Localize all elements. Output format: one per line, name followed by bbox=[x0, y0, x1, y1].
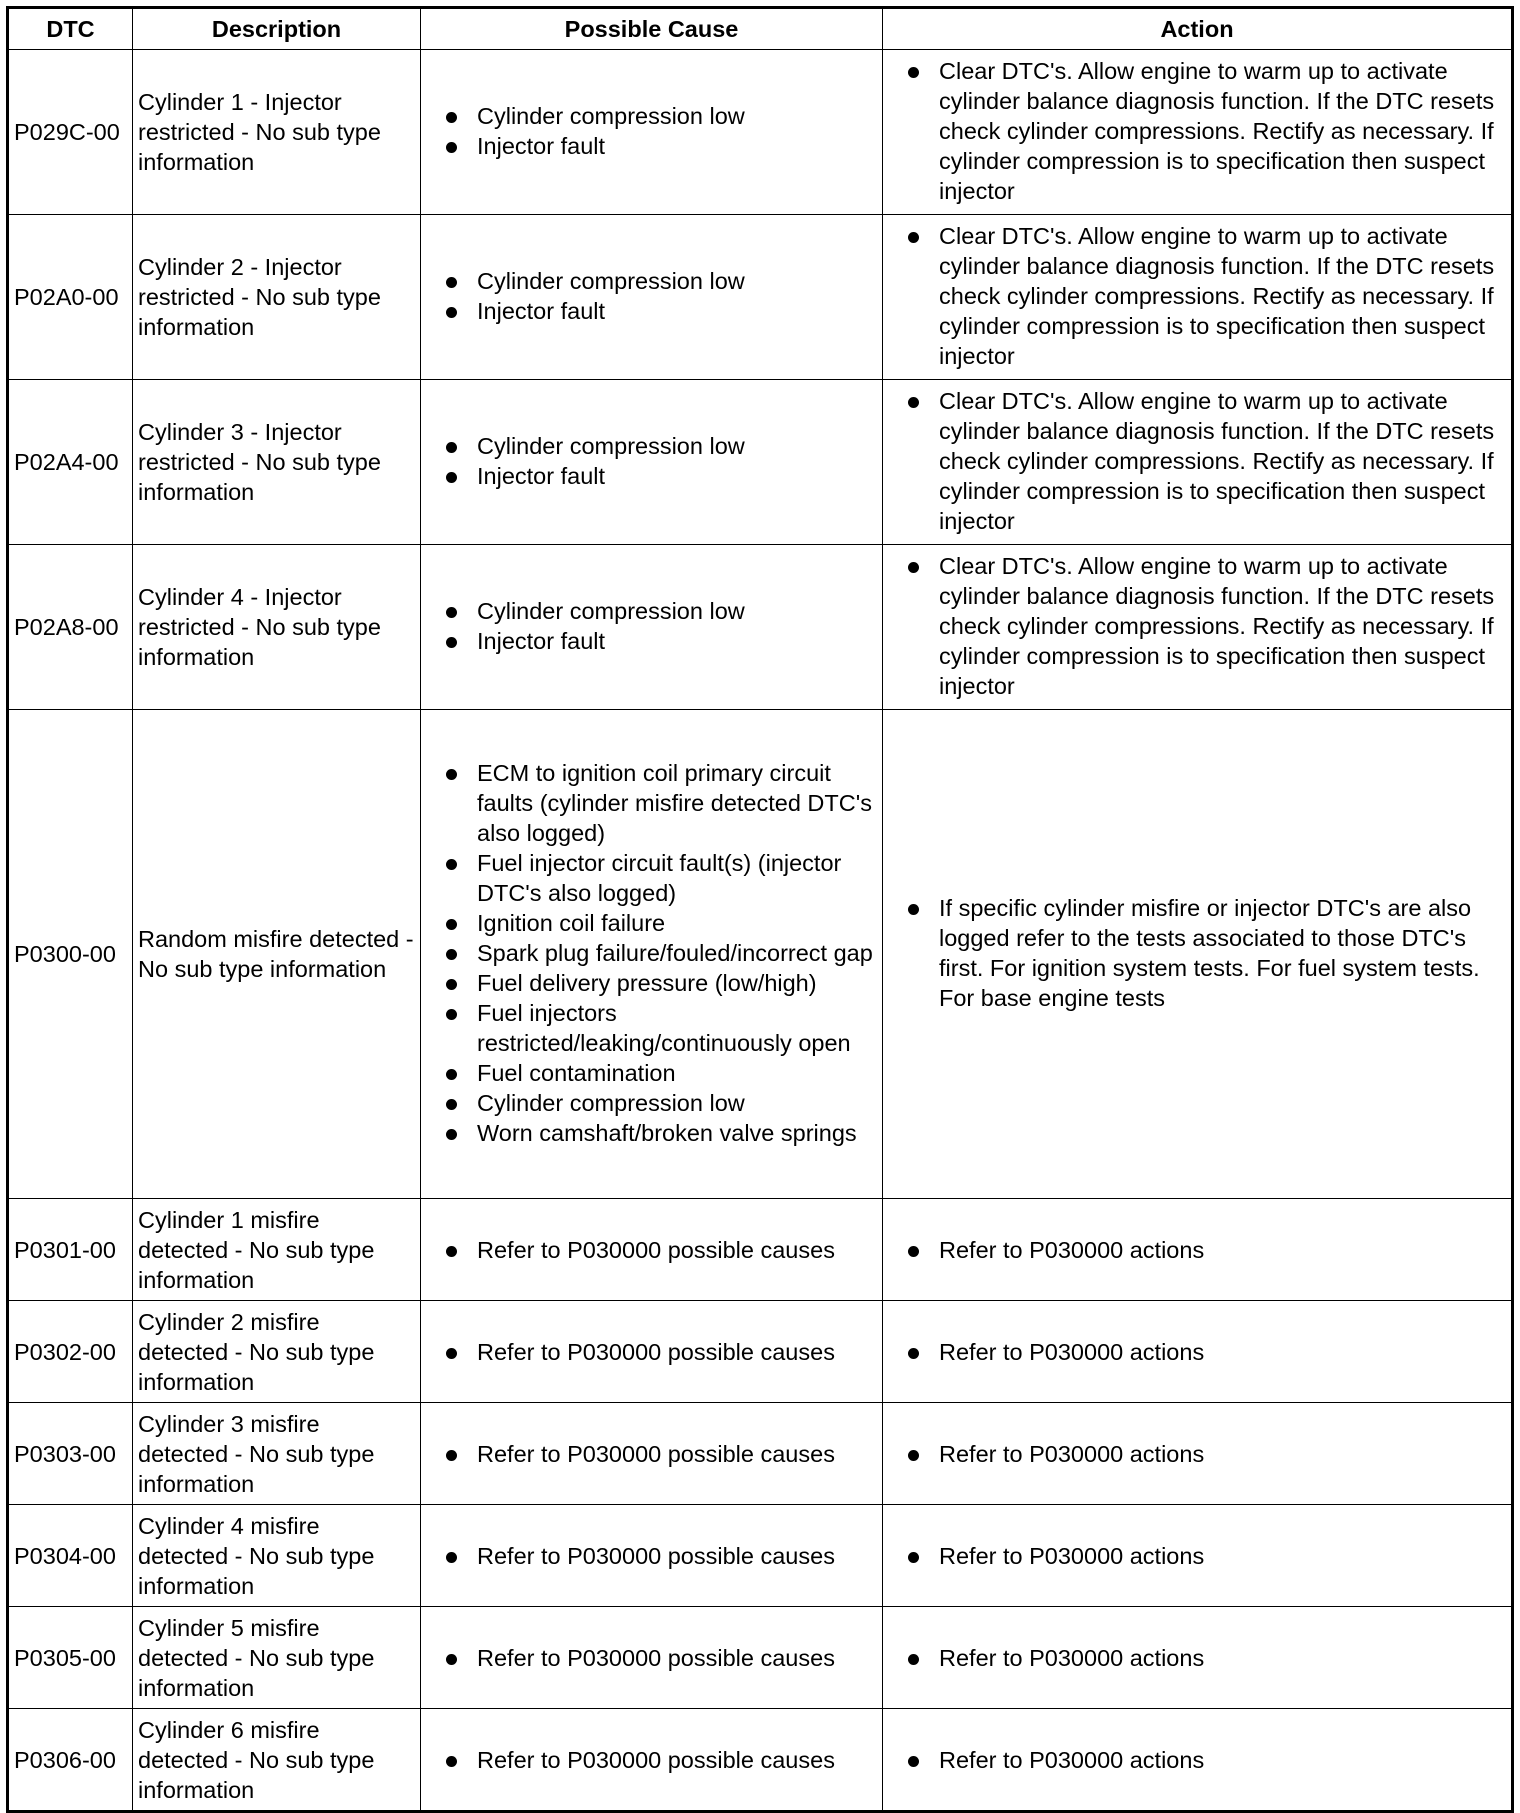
action-cell bbox=[883, 710, 1513, 1199]
cause-item: Refer to P030000 possible causes bbox=[443, 1235, 874, 1265]
action-list bbox=[905, 551, 1503, 701]
cause-item: Injector fault bbox=[443, 131, 874, 161]
action-cell bbox=[883, 1199, 1513, 1301]
cause-list bbox=[443, 596, 874, 656]
action-cell bbox=[883, 215, 1513, 380]
possible-cause-cell bbox=[421, 1199, 883, 1301]
possible-cause-cell bbox=[421, 545, 883, 710]
action-cell bbox=[883, 1607, 1513, 1709]
action-list bbox=[905, 56, 1503, 206]
table-row bbox=[8, 215, 1513, 380]
cause-item: Refer to P030000 possible causes bbox=[443, 1643, 874, 1673]
cause-item: Cylinder compression low bbox=[443, 1088, 874, 1118]
dtc-document bbox=[6, 6, 1511, 1813]
dtc-code: P0304-00 bbox=[8, 1505, 133, 1607]
possible-cause-cell bbox=[421, 215, 883, 380]
header-dtc: DTC bbox=[8, 8, 133, 50]
cause-item: Fuel injector circuit fault(s) (injector DTC's also logged) bbox=[443, 848, 874, 908]
action-item: Refer to P030000 actions bbox=[905, 1235, 1503, 1265]
action-list bbox=[905, 1235, 1503, 1265]
cause-item: Ignition coil failure bbox=[443, 908, 874, 938]
action-item: Clear DTC's. Allow engine to warm up to activate cylinder balance diagnosis function. If the DTC resets check cylinder compressions. Rectify as necessary. If cylinder compression is to specification then suspect injector bbox=[905, 386, 1503, 536]
dtc-description: Cylinder 1 misfire detected - No sub type information bbox=[133, 1199, 421, 1301]
cause-item: Refer to P030000 possible causes bbox=[443, 1337, 874, 1367]
cause-item: Spark plug failure/fouled/incorrect gap bbox=[443, 938, 874, 968]
action-item: If specific cylinder misfire or injector DTC's are also logged refer to the tests associated to those DTC's first. For ignition system tests. For fuel system tests. For base engine tests bbox=[905, 893, 1503, 1013]
action-item: Clear DTC's. Allow engine to warm up to activate cylinder balance diagnosis function. If the DTC resets check cylinder compressions. Rectify as necessary. If cylinder compression is to specification then suspect injector bbox=[905, 221, 1503, 371]
cause-list bbox=[443, 1235, 874, 1265]
dtc-code: P0305-00 bbox=[8, 1607, 133, 1709]
action-list bbox=[905, 221, 1503, 371]
header-row bbox=[8, 8, 1513, 50]
cause-list bbox=[443, 266, 874, 326]
cause-list bbox=[443, 1541, 874, 1571]
possible-cause-cell bbox=[421, 1403, 883, 1505]
dtc-description: Cylinder 4 misfire detected - No sub type information bbox=[133, 1505, 421, 1607]
table-row bbox=[8, 1709, 1513, 1812]
dtc-description: Cylinder 3 misfire detected - No sub type information bbox=[133, 1403, 421, 1505]
header-action: Action bbox=[883, 8, 1513, 50]
cause-list bbox=[443, 1439, 874, 1469]
dtc-description: Cylinder 6 misfire detected - No sub type information bbox=[133, 1709, 421, 1812]
dtc-code: P02A8-00 bbox=[8, 545, 133, 710]
cause-list bbox=[443, 1337, 874, 1367]
cause-item: Cylinder compression low bbox=[443, 266, 874, 296]
action-list bbox=[905, 386, 1503, 536]
cause-item: ECM to ignition coil primary circuit faults (cylinder misfire detected DTC's also logged) bbox=[443, 758, 874, 848]
table-row bbox=[8, 1403, 1513, 1505]
action-list bbox=[905, 1541, 1503, 1571]
action-item: Refer to P030000 actions bbox=[905, 1541, 1503, 1571]
table-row bbox=[8, 1301, 1513, 1403]
dtc-description: Cylinder 2 misfire detected - No sub type information bbox=[133, 1301, 421, 1403]
action-item: Refer to P030000 actions bbox=[905, 1439, 1503, 1469]
cause-item: Refer to P030000 possible causes bbox=[443, 1439, 874, 1469]
dtc-code: P0301-00 bbox=[8, 1199, 133, 1301]
cause-list bbox=[443, 431, 874, 491]
dtc-description: Cylinder 3 - Injector restricted - No sub type information bbox=[133, 380, 421, 545]
possible-cause-cell bbox=[421, 1607, 883, 1709]
possible-cause-cell bbox=[421, 380, 883, 545]
action-cell bbox=[883, 1301, 1513, 1403]
action-item: Refer to P030000 actions bbox=[905, 1745, 1503, 1775]
action-item: Clear DTC's. Allow engine to warm up to activate cylinder balance diagnosis function. If the DTC resets check cylinder compressions. Rectify as necessary. If cylinder compression is to specification then suspect injector bbox=[905, 551, 1503, 701]
possible-cause-cell bbox=[421, 50, 883, 215]
cause-item: Worn camshaft/broken valve springs bbox=[443, 1118, 874, 1148]
cause-item: Cylinder compression low bbox=[443, 596, 874, 626]
table-row bbox=[8, 1505, 1513, 1607]
dtc-description: Cylinder 5 misfire detected - No sub type information bbox=[133, 1607, 421, 1709]
dtc-code: P0306-00 bbox=[8, 1709, 133, 1812]
action-cell bbox=[883, 1709, 1513, 1812]
cause-item: Fuel contamination bbox=[443, 1058, 874, 1088]
action-list bbox=[905, 1439, 1503, 1469]
action-item: Clear DTC's. Allow engine to warm up to activate cylinder balance diagnosis function. If the DTC resets check cylinder compressions. Rectify as necessary. If cylinder compression is to specification then suspect injector bbox=[905, 56, 1503, 206]
table-row bbox=[8, 1199, 1513, 1301]
action-cell bbox=[883, 1505, 1513, 1607]
cause-item: Refer to P030000 possible causes bbox=[443, 1745, 874, 1775]
cause-list bbox=[443, 101, 874, 161]
possible-cause-cell bbox=[421, 710, 883, 1199]
action-cell bbox=[883, 1403, 1513, 1505]
dtc-table bbox=[6, 6, 1514, 1813]
action-cell bbox=[883, 545, 1513, 710]
cause-item: Cylinder compression low bbox=[443, 101, 874, 131]
action-list bbox=[905, 1643, 1503, 1673]
action-list bbox=[905, 1337, 1503, 1367]
possible-cause-cell bbox=[421, 1709, 883, 1812]
dtc-description: Cylinder 2 - Injector restricted - No sub type information bbox=[133, 215, 421, 380]
cause-item: Cylinder compression low bbox=[443, 431, 874, 461]
dtc-code: P0303-00 bbox=[8, 1403, 133, 1505]
table-row bbox=[8, 50, 1513, 215]
action-list bbox=[905, 1745, 1503, 1775]
cause-list bbox=[443, 758, 874, 1148]
dtc-code: P02A0-00 bbox=[8, 215, 133, 380]
action-cell bbox=[883, 380, 1513, 545]
action-item: Refer to P030000 actions bbox=[905, 1337, 1503, 1367]
dtc-code: P0300-00 bbox=[8, 710, 133, 1199]
cause-item: Refer to P030000 possible causes bbox=[443, 1541, 874, 1571]
dtc-description: Random misfire detected - No sub type information bbox=[133, 710, 421, 1199]
cause-list bbox=[443, 1745, 874, 1775]
header-description: Description bbox=[133, 8, 421, 50]
action-list bbox=[905, 893, 1503, 1013]
dtc-description: Cylinder 4 - Injector restricted - No sub type information bbox=[133, 545, 421, 710]
header-possible-cause: Possible Cause bbox=[421, 8, 883, 50]
action-cell bbox=[883, 50, 1513, 215]
dtc-code: P0302-00 bbox=[8, 1301, 133, 1403]
cause-item: Injector fault bbox=[443, 626, 874, 656]
table-row bbox=[8, 545, 1513, 710]
dtc-code: P02A4-00 bbox=[8, 380, 133, 545]
table-row bbox=[8, 380, 1513, 545]
cause-item: Fuel delivery pressure (low/high) bbox=[443, 968, 874, 998]
cause-item: Injector fault bbox=[443, 461, 874, 491]
dtc-code: P029C-00 bbox=[8, 50, 133, 215]
action-item: Refer to P030000 actions bbox=[905, 1643, 1503, 1673]
cause-list bbox=[443, 1643, 874, 1673]
table-row bbox=[8, 710, 1513, 1199]
possible-cause-cell bbox=[421, 1505, 883, 1607]
table-row bbox=[8, 1607, 1513, 1709]
dtc-description: Cylinder 1 - Injector restricted - No sub type information bbox=[133, 50, 421, 215]
cause-item: Fuel injectors restricted/leaking/continuously open bbox=[443, 998, 874, 1058]
possible-cause-cell bbox=[421, 1301, 883, 1403]
cause-item: Injector fault bbox=[443, 296, 874, 326]
